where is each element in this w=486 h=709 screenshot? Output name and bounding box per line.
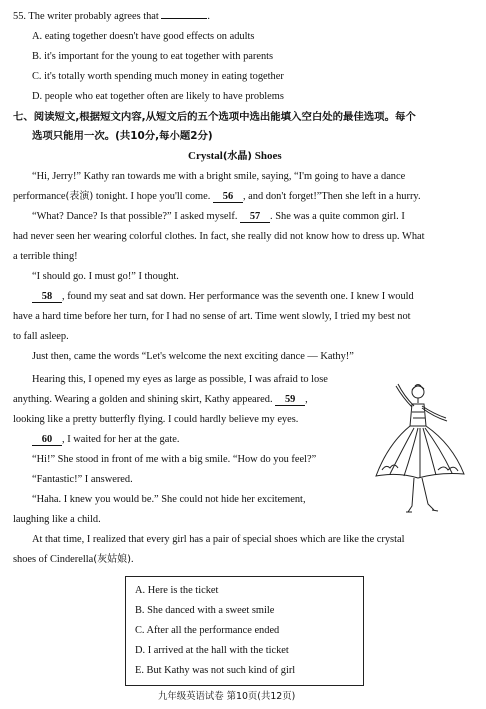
passage-line: “What? Dance? Is that possible?” I asked myself. 57 . She was a quite common girl. I — [32, 211, 405, 222]
q55-option-a: A. eating together doesn't have good effects on adults — [32, 31, 255, 42]
passage-line: “Hi!” She stood in front of me with a big smile. “How do you feel?” — [32, 454, 317, 465]
section-7-instruction-line1: 七、阅读短文,根据短文内容,从短文后的五个选项中选出能填入空白处的最佳选项。每个 — [13, 111, 416, 123]
passage-line: “Hi, Jerry!” Kathy ran towards me with a bright smile, saying, “I'm going to have a dance — [32, 171, 406, 182]
passage-line: laughing like a child. — [13, 514, 101, 525]
passage-line: shoes of Cinderella(灰姑娘). — [13, 554, 134, 565]
option-e: E. But Kathy was not such kind of girl — [135, 665, 296, 676]
option-a: A. Here is the ticket — [135, 585, 219, 596]
passage-line: “I should go. I must go!” I thought. — [32, 271, 179, 282]
passage-line: 58 , found my seat and sat down. Her performance was the seventh one. I knew I would — [32, 292, 414, 303]
q55-option-d: D. people who eat together often are likely to have problems — [32, 91, 284, 102]
passage-line: had never seen her wearing colorful clothes. In fact, she really did not know how to dress up. What — [13, 231, 425, 242]
option-c: C. After all the performance ended — [135, 625, 280, 636]
q55-option-c: C. it's totally worth spending much money in eating together — [32, 71, 284, 82]
passage-line: a terrible thing! — [13, 251, 78, 262]
section-7-instruction-line2: 选项只能用一次。(共10分,每小题2分) — [32, 130, 213, 142]
passage-line: to fall asleep. — [13, 331, 69, 342]
passage-line: Just then, came the words “Let's welcome the next exciting dance — Kathy!” — [32, 351, 354, 362]
passage-line: 60 , I waited for her at the gate. — [32, 435, 179, 446]
blank-56: 56 — [213, 192, 243, 203]
q55-option-b: B. it's important for the young to eat together with parents — [32, 51, 274, 62]
q55-stem: 55. The writer probably agrees that . — [13, 11, 211, 22]
passage-title: Crystal(水晶) Shoes — [188, 150, 282, 162]
blank-60: 60 — [32, 435, 62, 446]
passage-line: Hearing this, I opened my eyes as large as possible, I was afraid to lose — [32, 374, 328, 385]
passage-line: anything. Wearing a golden and shining skirt, Kathy appeared. 59 , — [13, 394, 308, 405]
blank-58: 58 — [32, 292, 62, 303]
options-box — [125, 576, 364, 686]
blank-59: 59 — [275, 395, 305, 406]
passage-line: “Fantastic!” I answered. — [32, 474, 133, 485]
passage-line: performance(表演) tonight. I hope you'll come. 56 , and don't forget!”Then she left in a hurry. — [13, 191, 421, 202]
q55-blank — [161, 18, 207, 19]
dancer-illustration-icon — [368, 378, 476, 518]
passage-line: At that time, I realized that every girl has a pair of special shoes which are like the crystal — [32, 534, 405, 545]
passage-line: looking like a pretty butterfly flying. I could hardly believe my eyes. — [13, 414, 299, 425]
passage-line: have a hard time before her turn, for I had no sense of art. Time went slowly, I tried my best not — [13, 311, 411, 322]
blank-57: 57 — [240, 212, 270, 223]
passage-line: “Haha. I knew you would be.” She could not hide her excitement, — [32, 494, 306, 505]
option-b: B. She danced with a sweet smile — [135, 605, 275, 616]
option-d: D. I arrived at the hall with the ticket — [135, 645, 289, 656]
page-footer: 九年级英语试卷 第10页(共12页) — [158, 691, 296, 702]
